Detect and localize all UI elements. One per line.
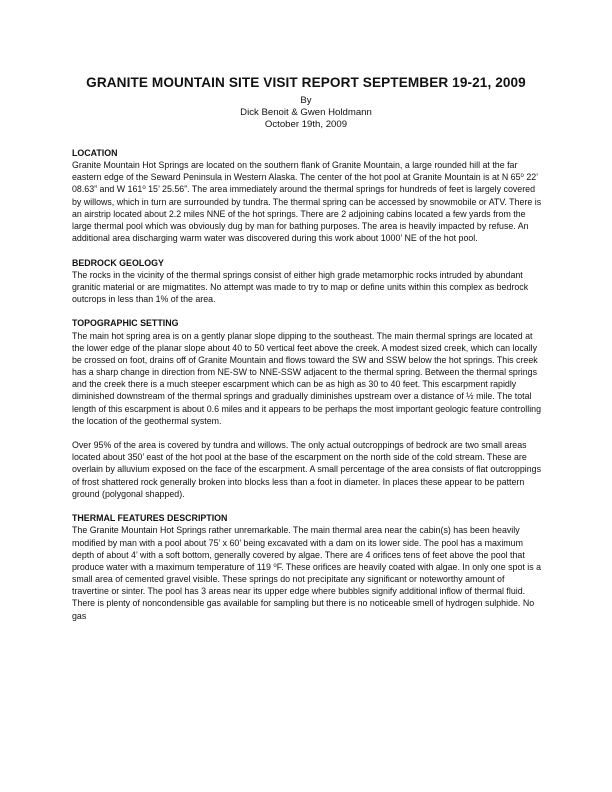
section-heading-location: LOCATION bbox=[72, 148, 118, 158]
thermal-text-part1: The Granite Mountain Hot Springs rather unremarkable. The main thermal area near the cabin(s) has been heavily modified by man with a pool about 75’ x 60’ being excavated with a dam on its lower side. The pool has a maximum depth of about 4’ with a soft bottom, generally covered by algae. There are 4 orifices tens of feet above the pool that produce water with a maximum temperature of 119 bbox=[72, 525, 525, 572]
section-text-thermal-features bbox=[72, 524, 542, 621]
byline-date: October 19th, 2009 bbox=[264, 119, 348, 130]
section-text-topographic-setting: The main hot spring area is on a gently planar slope dipping to the southeast. The main thermal springs are located at the lower edge of the planar slope about 40 to 50 vertical feet above the creek. A modest sized creek, which can locally be crossed on foot, drains off of Granite Mountain and flows toward the SW and SSW below the hot springs. This creek has a sharp change in direction from NE-SW to NNE-SSW adjacent to the thermal spring. Between the thermal springs and the creek there is a much steeper escarpment which can be as high as 30 to 40 feet. This escarpment rapidly diminished downstream of the thermal springs and gradually diminishes upstream over a distance of ½ mile. The total length of this escarpment is about 0.6 miles and it appears to be perhaps the most important geologic feature controlling the location of the geothermal system. bbox=[72, 330, 541, 426]
report-title: GRANITE MOUNTAIN SITE VISIT REPORT SEPTEMBER 19-21, 2009 bbox=[86, 75, 526, 90]
section-text-location bbox=[72, 159, 542, 244]
section-text-vegetation-outcrops: Over 95% of the area is covered by tundra and willows. The only actual outcroppings of bedrock are two small areas located about 350’ east of the hot pool at the base of the escarpment on the north side of the cold stream. These are overlain by alluvium exposed on the face of the escarpment. A small percentage of the area consists of flat outcroppings of frost shattered rock generally broken into blocks less than a foot in diameter. In places these appear to be pattern ground (polygonal shapped). bbox=[72, 440, 541, 499]
thermal-text-part2: F. These orifices are heavily coated with algae. In only one spot is a small area of cemented gravel visible. These springs do not precipitate any significant or noteworthy amount of travertine or sinter. The pool has 3 areas near its upper edge where bubbles signify additional inflow of thermal fluid. There is plenty of noncondensible gas available for sampling but there is no noticeable smell of hydrogen sulphide. No gas bbox=[72, 561, 542, 621]
section-heading-thermal-features: THERMAL FEATURES DESCRIPTION bbox=[72, 513, 228, 524]
degree-symbol: o bbox=[273, 562, 277, 569]
section-topographic-setting-continued bbox=[72, 439, 542, 500]
section-location bbox=[72, 147, 542, 244]
location-text-part2: 22’ 08.63” and W 161 bbox=[72, 172, 538, 195]
section-topographic-setting bbox=[72, 317, 542, 426]
location-text-part1: Granite Mountain Hot Springs are located on the southern flank of Granite Mountain, a large rounded hill at the far eastern edge of the Seward Peninsula in Western Alaska. The center of the hot pool at Granite Mountain is at N 65 bbox=[72, 160, 521, 183]
section-bedrock-geology bbox=[72, 257, 542, 306]
section-heading-bedrock-geology: BEDROCK GEOLOGY bbox=[72, 257, 164, 268]
degree-symbol: o bbox=[142, 185, 146, 192]
section-text-bedrock-geology: The rocks in the vicinity of the thermal springs consist of either high grade metamorphic rocks intruded by abundant granitic material or are migmatites. No attempt was made to try to map or define units within this complex as bedrock outcrops in less than 1% of the area. bbox=[72, 269, 529, 305]
location-text-part3: 15’ 25.56”. The area immediately around the thermal springs for hundreds of feet is largely covered by willows, which in turn are surrounded by tundra. The thermal spring can be accessed by snowmobile or ATV. There is an airstrip located about 2.2 miles NNE of the hot springs. There are 2 adjoining cabins located a few yards from the large thermal pool which was obviously dug by man for bathing purposes. The area is heavily impacted by refuse. An additional area discharging warm water was discovered during this work about 1000’ NE of the hot pool. bbox=[72, 184, 542, 244]
byline-by: By bbox=[300, 95, 312, 106]
byline-authors: Dick Benoit & Gwen Holdmann bbox=[240, 107, 372, 118]
degree-symbol: o bbox=[520, 173, 524, 180]
report-body bbox=[72, 147, 542, 634]
section-thermal-features bbox=[72, 512, 542, 621]
section-heading-topographic-setting: TOPOGRAPHIC SETTING bbox=[72, 318, 179, 329]
